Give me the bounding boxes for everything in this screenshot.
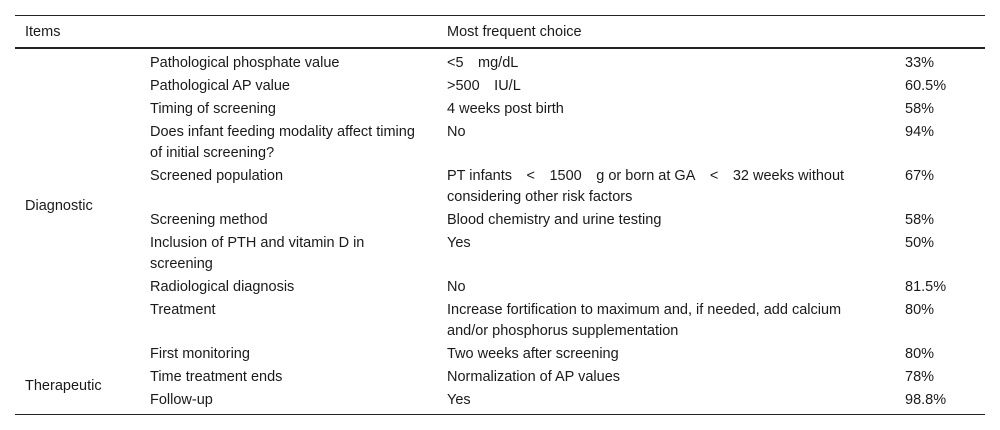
header-items: Items (25, 24, 61, 40)
header-most-frequent-choice: Most frequent choice (447, 24, 582, 40)
results-table (15, 15, 985, 415)
row-choice: >500 IU/L (447, 77, 521, 94)
row-percent: 58% (905, 211, 935, 228)
row-percent: 60.5% (905, 77, 947, 94)
row-choice: 4 weeks post birth (447, 100, 564, 117)
row-item: Screening method (150, 211, 268, 228)
row-item: Treatment (150, 301, 216, 318)
bottom-rule (15, 414, 985, 415)
table-body (15, 49, 985, 414)
row-percent: 80% (905, 301, 935, 318)
row-item: Screened population (150, 167, 284, 184)
row-item: Inclusion of PTH and vitamin D in screening (150, 234, 365, 272)
table-header (15, 16, 985, 47)
row-item: Pathological AP value (150, 77, 291, 94)
row-percent: 98.8% (905, 391, 947, 408)
row-choice: Normalization of AP values (447, 368, 621, 385)
row-percent: 94% (905, 123, 935, 140)
row-choice: Increase fortification to maximum and, if needed, add calcium and/or phosphorus supplementation (447, 301, 842, 339)
row-item: Does infant feeding modality affect timing of initial screening? (150, 123, 415, 161)
row-percent: 81.5% (905, 278, 947, 295)
row-choice: Two weeks after screening (447, 345, 619, 362)
row-choice: <5 mg/dL (447, 54, 519, 71)
row-item: Timing of screening (150, 100, 276, 117)
row-choice: Yes (447, 234, 471, 251)
row-percent: 80% (905, 345, 935, 362)
row-percent: 33% (905, 54, 935, 71)
row-choice: Blood chemistry and urine testing (447, 211, 662, 228)
group-label-diagnostic: Diagnostic (25, 197, 93, 214)
row-item: Radiological diagnosis (150, 278, 295, 295)
group-label-therapeutic: Therapeutic (25, 377, 102, 394)
row-percent: 58% (905, 100, 935, 117)
row-item: First monitoring (150, 345, 250, 362)
row-item: Follow-up (150, 391, 213, 408)
row-choice: PT infants < 1500 g or born at GA < 32 weeks without considering other risk factors (447, 167, 845, 205)
row-item: Pathological phosphate value (150, 54, 340, 71)
row-percent: 50% (905, 234, 935, 251)
row-choice: No (447, 278, 466, 295)
row-choice: Yes (447, 391, 471, 408)
row-item: Time treatment ends (150, 368, 283, 385)
row-percent: 78% (905, 368, 935, 385)
row-choice: No (447, 123, 466, 140)
row-percent: 67% (905, 167, 935, 184)
